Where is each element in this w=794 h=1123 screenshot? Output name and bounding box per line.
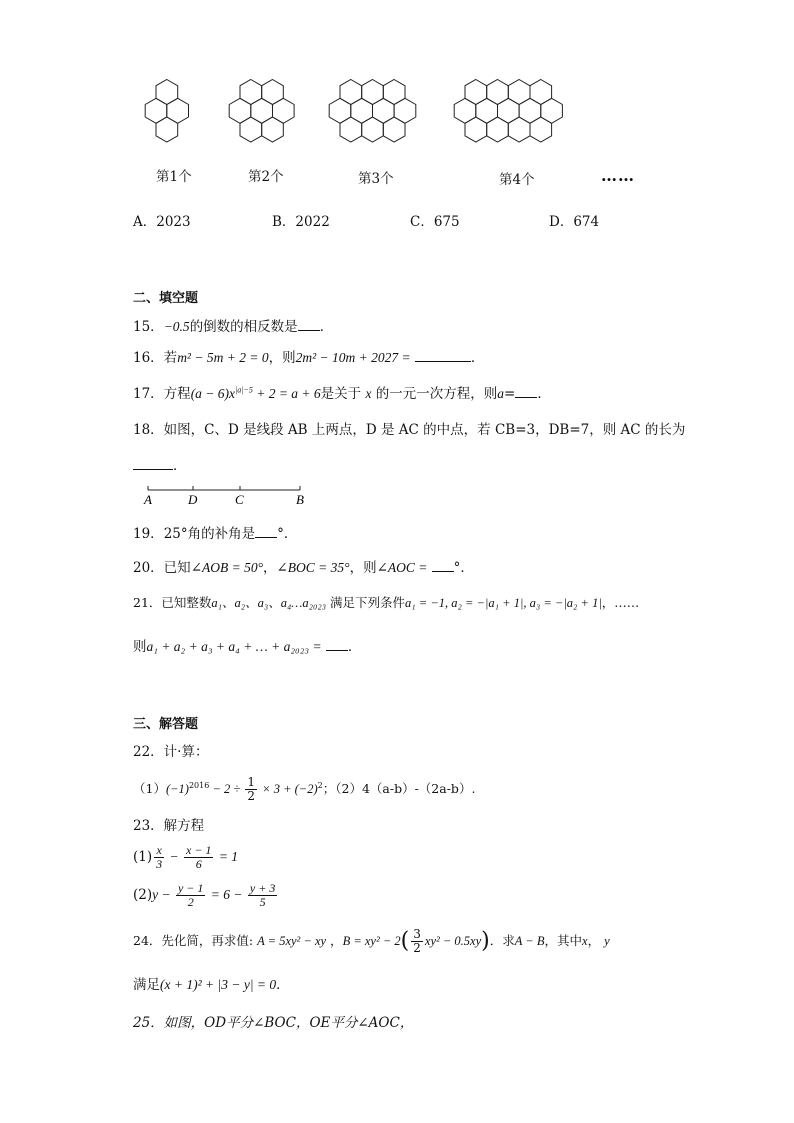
- segment-diagram: [140, 482, 310, 508]
- hexagon-cell: [476, 98, 498, 123]
- answer-blank[interactable]: [432, 557, 454, 572]
- question-20: 20．已知∠AOB = 50°，∠BOC = 35°，则∠AOC = °．: [133, 557, 474, 577]
- hexagon-cell: [383, 117, 405, 142]
- hexagon-cell: [530, 80, 552, 105]
- hexagon-cell: [351, 98, 373, 123]
- answer-blank[interactable]: [133, 455, 173, 470]
- fraction: $\frac{1}{2}$: [247, 775, 256, 803]
- answer-blank[interactable]: [515, 383, 537, 398]
- option-d[interactable]: D．674: [549, 214, 600, 230]
- hexagon-cell: [373, 98, 395, 123]
- question-18: 18．如图，C、D 是线段 AB 上两点，D 是 AC 的中点，若 CB=3，DB=7，则 AC 的长为: [133, 422, 686, 438]
- figure-ellipsis: ……: [601, 166, 635, 185]
- hexagon-cell: [362, 80, 384, 105]
- answer-blank[interactable]: [326, 636, 348, 651]
- answer-blank[interactable]: [415, 347, 471, 362]
- hexagon-cell: [508, 117, 530, 142]
- question-25: 25．如图，OD平分∠BOC，OE平分∠AOC，: [133, 1015, 414, 1031]
- answer-blank[interactable]: [255, 523, 277, 538]
- option-c[interactable]: C．675: [410, 214, 460, 230]
- hexagon-cell: [240, 80, 262, 105]
- hexagon-cell: [487, 117, 509, 142]
- section-title-fill-in: 二、填空题: [133, 291, 199, 306]
- hexagon-cell: [508, 80, 530, 105]
- hexagon-cell: [156, 80, 178, 105]
- question-23-part1: (1) $\frac{x}{3}$ − $\frac{x - 1}{6}$ = 1: [133, 843, 239, 871]
- hexagon-cell: [519, 98, 541, 123]
- hexagon-cell: [541, 98, 563, 123]
- hexagon-cell: [340, 117, 362, 142]
- question-19: 19．25°角的补角是 °．: [133, 523, 297, 543]
- hexagon-pattern-figures: [130, 70, 610, 160]
- hexagon-cell: [262, 117, 284, 142]
- question-18-line2: ．: [133, 455, 187, 475]
- figure-label-3: 第3个: [358, 171, 394, 187]
- hexagon-cell: [465, 80, 487, 105]
- hexagon-cell: [530, 117, 552, 142]
- point-label-a: A: [144, 492, 152, 507]
- hexagon-cell: [394, 98, 416, 123]
- hexagon-cell: [340, 80, 362, 105]
- hexagon-cell: [156, 117, 178, 142]
- hexagon-cell: [251, 98, 273, 123]
- hexagon-cell: [329, 98, 351, 123]
- hexagon-cell: [362, 117, 384, 142]
- question-24: 24．先化简，再求值: A = 5xy² − xy ，B = xy² − 2( $\frac{3}{2}$ xy² − 0.5xy)．求A − B，其中x， y: [133, 927, 610, 955]
- point-label-b: B: [296, 492, 304, 507]
- question-23-title: 23．解方程: [133, 818, 205, 834]
- question-21: 21．已知整数a₁、a₂、a₃、a₄…a₂₀₂₃ 满足下列条件a₁ = −1, a₂ = −|a₁ + 1|, a₃ = −|a₂ + 1|，……: [133, 595, 640, 610]
- figure-label-2: 第2个: [248, 169, 284, 185]
- question-24-line2: 满足(x + 1)² + |3 − y| = 0．: [133, 977, 290, 993]
- question-22-body: $(1)(-1)^{2016} - 2$ ÷ $\frac{1}{2}$ × $3 + (-2)^2$；（2）4（a-b）-（2a-b）.: [133, 775, 476, 803]
- answer-blank[interactable]: [298, 316, 320, 331]
- hexagon-cell: [273, 98, 295, 123]
- hexagon-cell: [465, 117, 487, 142]
- figure-label-1: 第1个: [156, 169, 192, 185]
- hexagon-cell: [498, 98, 520, 123]
- option-b[interactable]: B．2022: [272, 214, 330, 230]
- question-15: 15．−0.5的倒数的相反数是 ．: [133, 316, 333, 336]
- hexagon-cell: [383, 80, 405, 105]
- hexagon-cell: [240, 117, 262, 142]
- hexagon-cell: [262, 80, 284, 105]
- option-a[interactable]: A．2023: [133, 214, 191, 230]
- question-22-title: 22．计·算：: [133, 744, 209, 760]
- point-label-d: D: [188, 492, 198, 507]
- hexagon-cell: [167, 98, 189, 123]
- question-17: 17．方程$(a - 6)x^{|a|-5} + 2 = a + 6$是关于 x 的一元一次方程，则a= ．: [133, 383, 551, 403]
- point-label-c: C: [235, 492, 244, 507]
- question-23-part2: (2)y − $\frac{y - 1}{2}$ = 6 − $\frac{y + 3}{5}$: [133, 881, 276, 909]
- hexagon-cell: [454, 98, 476, 123]
- question-16: 16．若m² − 5m + 2 = 0，则2m² − 10m + 2027 = ．: [133, 347, 484, 367]
- figure-label-4: 第4个: [499, 172, 535, 188]
- question-21-line2: 则a₁ + a₂ + a₃ + a₄ + … + a₂₀₂₃ = ．: [133, 636, 361, 656]
- hexagon-cell: [145, 98, 167, 123]
- hexagon-cell: [487, 80, 509, 105]
- hexagon-cell: [229, 98, 251, 123]
- section-title-solutions: 三、解答题: [133, 717, 199, 732]
